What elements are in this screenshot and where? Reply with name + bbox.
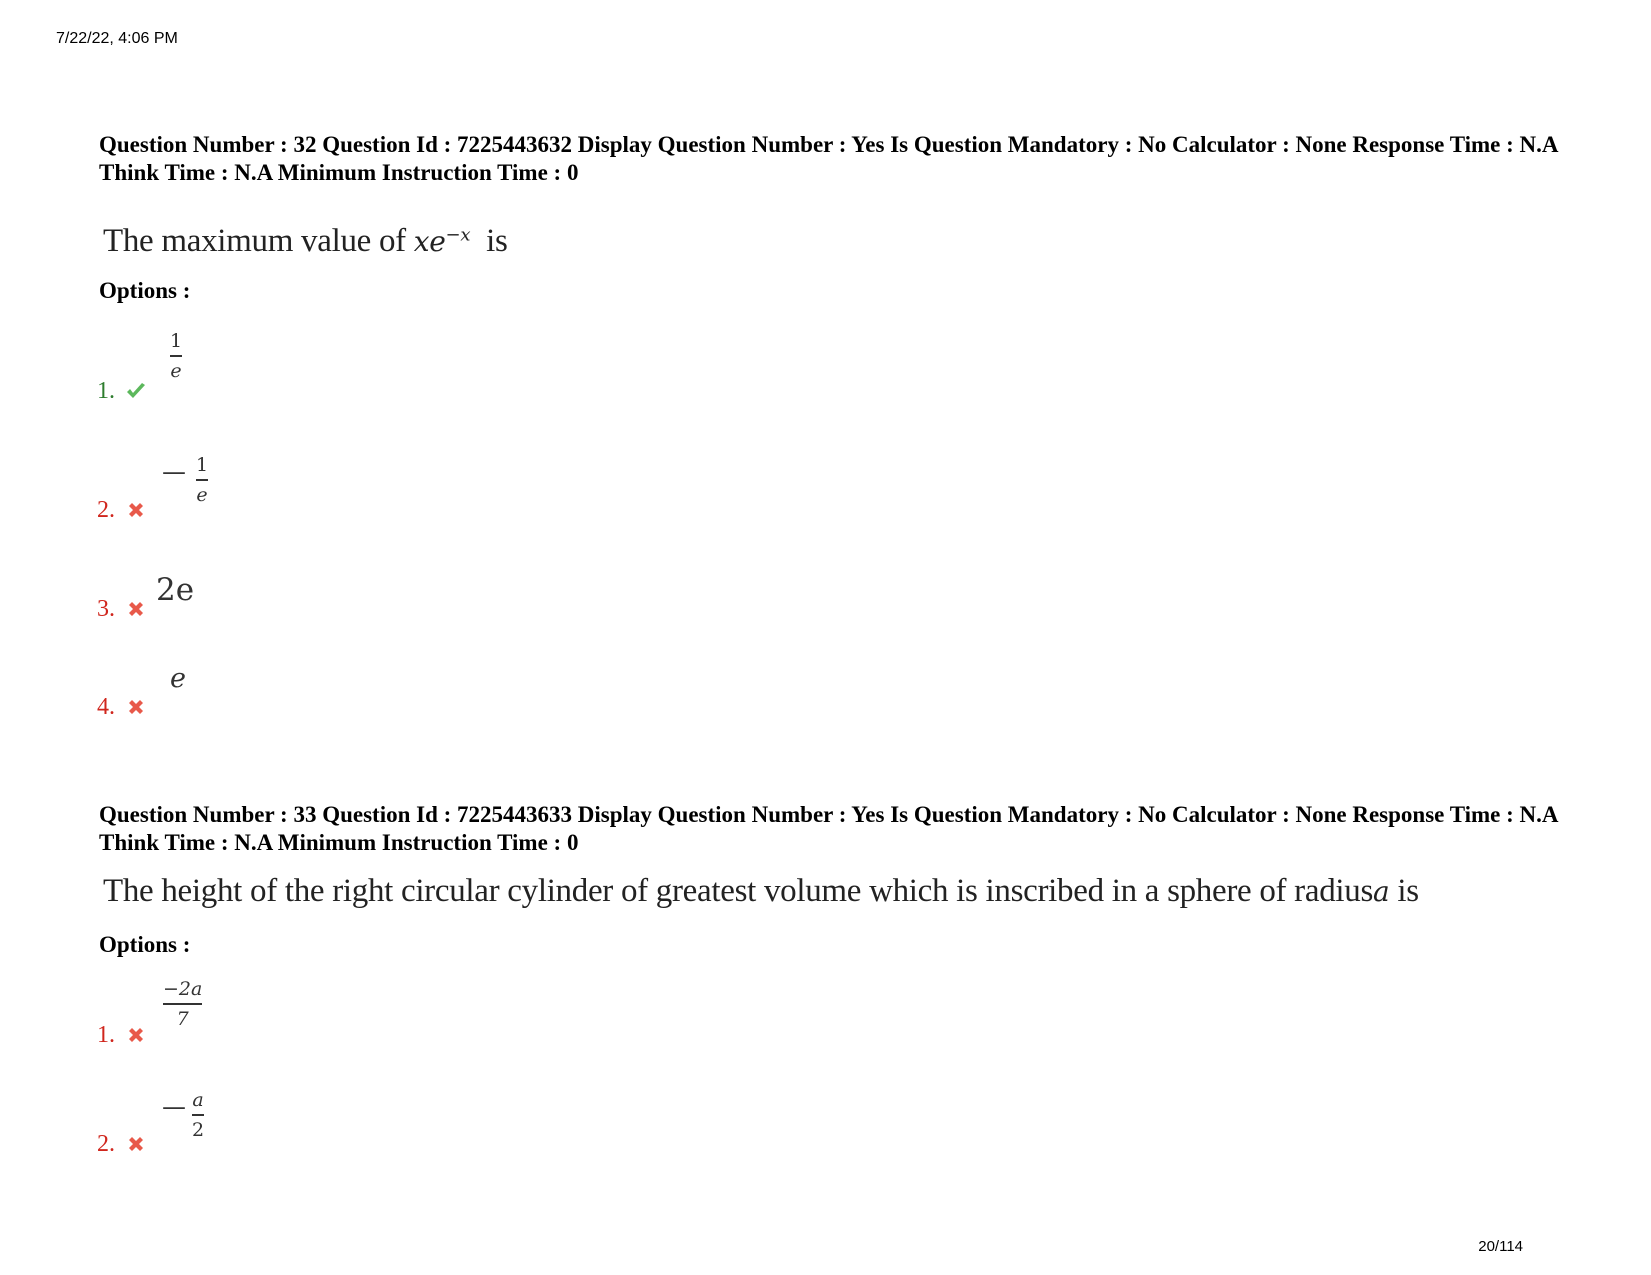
cross-icon (125, 1024, 147, 1046)
question-32-text-suffix: is (486, 223, 508, 259)
option-number: 1. (97, 1022, 115, 1048)
negative-sign: — (162, 458, 186, 486)
question-33-variable: a (1373, 875, 1390, 908)
denominator: e (170, 360, 182, 382)
fraction-bar (196, 479, 208, 481)
question-33-meta: Question Number : 33 Question Id : 7225443633 Display Question Number : Yes Is Question Mandatory : No Calculator : None Response Time : N.A Think Time : N.A Minimum Instruction Time : 0 (99, 802, 1558, 855)
print-timestamp: 7/22/22, 4:06 PM (56, 30, 178, 47)
option-number: 2. (97, 1131, 115, 1157)
fraction-bar (163, 1003, 202, 1005)
question-33-options-label: Options : (99, 932, 191, 957)
cross-icon (125, 598, 147, 620)
cross-icon (125, 1133, 147, 1155)
option-number: 2. (97, 497, 115, 523)
numerator: 1 (170, 330, 183, 352)
question-33-text (103, 873, 1419, 910)
fraction-bar (192, 1114, 204, 1116)
question-32-option-1-fraction (170, 330, 182, 382)
cross-icon (125, 696, 147, 718)
numerator: a (192, 1089, 204, 1111)
denominator: e (196, 484, 208, 506)
question-32-expression: $xe^{-x}$ (413, 224, 471, 258)
numerator: 1 (196, 454, 209, 476)
negative-sign: — (162, 1093, 186, 1121)
option-number: 3. (97, 596, 115, 622)
numerator: −2a (163, 978, 203, 1000)
question-33-option-1-fraction (163, 978, 202, 1030)
question-32-meta: Question Number : 32 Question Id : 7225443632 Display Question Number : Yes Is Question Mandatory : No Calculator : None Response Time : N.A Think Time : N.A Minimum Instruction Time : 0 (99, 132, 1558, 185)
question-32-options-label: Options : (99, 278, 191, 303)
check-icon (125, 380, 147, 402)
option-number: 4. (97, 694, 115, 720)
question-33-text-suffix: is (1397, 873, 1419, 909)
fraction-bar (170, 355, 182, 357)
question-32-option-2-fraction (196, 454, 208, 506)
question-32-option-3-expression: 2e (156, 572, 195, 608)
question-33-text-prefix: The height of the right circular cylinder of greatest volume which is inscribed in a sphere of radius (103, 873, 1374, 909)
cross-icon (125, 499, 147, 521)
page-number: 20/114 (1478, 1238, 1523, 1255)
question-32-option-4-expression: e (170, 663, 186, 694)
question-32-text-prefix: The maximum value of (103, 223, 406, 259)
question-33-option-2-fraction (192, 1089, 204, 1141)
denominator: 2 (192, 1119, 205, 1141)
question-32-text (103, 223, 508, 260)
denominator: 7 (176, 1008, 189, 1030)
option-number: 1. (97, 378, 115, 404)
